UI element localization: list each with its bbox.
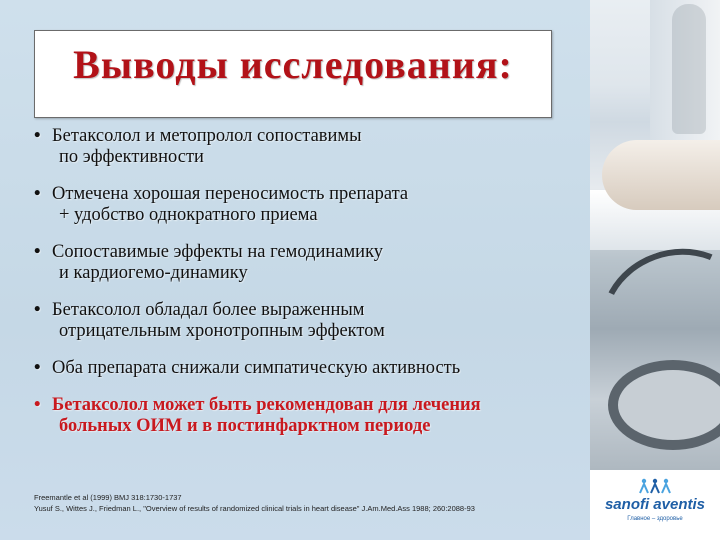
- anatomy-figure-image: [672, 4, 706, 134]
- reference-item: Yusuf S., Wittes J., Friedman L., "Overview of results of randomized clinical trials in heart disease" J.Am.Med.Ass 1988; 260:2088-93: [34, 504, 475, 513]
- bullet-icon: •: [34, 358, 41, 378]
- bullet-item: [34, 358, 582, 379]
- bullet-icon: •: [34, 242, 41, 262]
- logo-box: [590, 470, 720, 540]
- bullet-icon: •: [34, 395, 41, 415]
- references: [34, 492, 582, 514]
- bullet-text: Отмечена хорошая переносимость препарата: [52, 184, 409, 204]
- bullet-text: Сопоставимые эффекты на гемодинамику: [52, 242, 384, 262]
- bullet-text: Бетаксолол обладал более выраженным: [52, 300, 365, 320]
- bullet-icon: •: [34, 184, 41, 204]
- medical-photo: [590, 0, 720, 470]
- bullet-item: [34, 242, 582, 284]
- bullet-item: [34, 126, 582, 168]
- bullet-text: Бетаксолол и метопролол сопоставимы: [52, 126, 362, 146]
- title-box: [34, 30, 552, 118]
- bullet-item: [34, 300, 582, 342]
- bullet-text-continued: + удобство однократного приема: [59, 205, 318, 225]
- bullet-text-continued: и кардиогемо-динамику: [59, 263, 248, 283]
- patient-image: [602, 140, 720, 210]
- bullet-list: [34, 126, 582, 453]
- reference-item: Freemantle et al (1999) BMJ 318:1730-1737: [34, 493, 182, 502]
- logo-tagline: Главное – здоровье: [627, 516, 683, 522]
- people-logo-icon: [638, 478, 672, 494]
- stethoscope-icon: [608, 360, 720, 450]
- bullet-item: [34, 184, 582, 226]
- bullet-text-continued: отрицательным хронотропным эффектом: [59, 321, 385, 341]
- slide-title: Выводы исследования:: [73, 42, 513, 87]
- bullet-text-continued: больных ОИМ и в постинфарктном периоде: [59, 416, 431, 436]
- bullet-text-continued: по эффективности: [59, 147, 204, 167]
- bullet-text: Оба препарата снижали симпатическую активность: [52, 358, 461, 378]
- bullet-item-highlight: [34, 395, 582, 437]
- bullet-text: Бетаксолол может быть рекомендован для лечения: [52, 395, 481, 415]
- company-logo-text: sanofi aventis: [604, 496, 706, 513]
- bullet-icon: •: [34, 300, 41, 320]
- bullet-icon: •: [34, 126, 41, 146]
